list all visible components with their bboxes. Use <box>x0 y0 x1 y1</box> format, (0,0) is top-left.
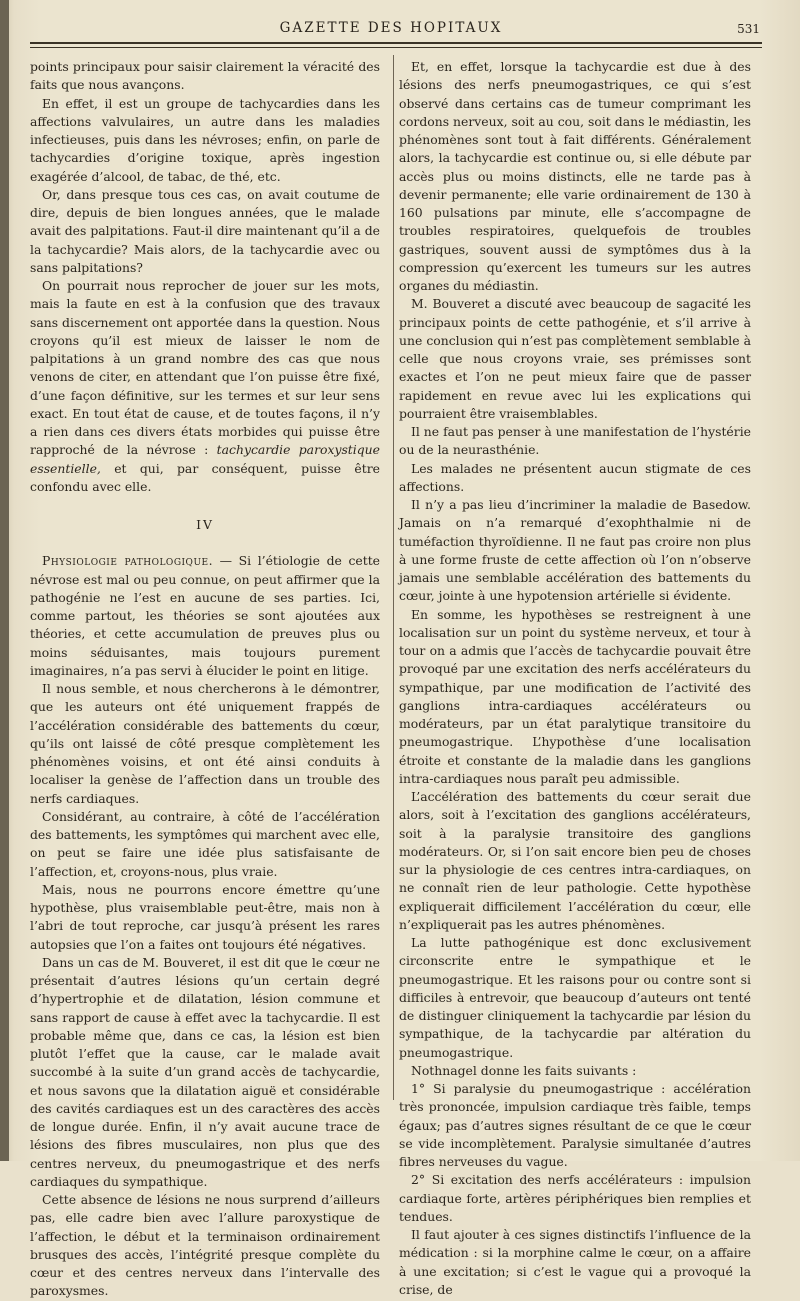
italic-term: tachycardie paroxystique essentielle, <box>30 442 380 476</box>
text-run: et qui, par conséquent, puisse être confondu avec elle. <box>30 460 380 494</box>
paragraph: points principaux pour saisir clairement la véracité des faits que nous avançons. <box>30 59 380 93</box>
left-column <box>30 58 380 1301</box>
paragraph: Les malades ne présentent aucun stigmate de ces affections. <box>399 460 751 494</box>
paragraph: Cette absence de lésions ne nous surprend d’ailleurs pas, elle cadre bien avec l’allure paroxystique de l’affection, le début et la terminaison ordinairement brusques des accès, l’intégrité presque complète du cœur et des centres nerveux dans l’intervalle des paroxysmes. <box>30 1192 380 1299</box>
paragraph: Il ne faut pas penser à une manifestation de l’hystérie ou de la neurasthénie. <box>399 424 751 458</box>
paragraph: L’accélération des battements du cœur serait due alors, soit à l’excitation des ganglions accélérateurs, soit à la paralysie transitoire des ganglions modérateurs. Or, si l’on sait encore bien peu de choses sur la physiologie de ces centres intra-cardiaques, on ne connaît rien de leur pathologie. Cette hypothèse expliquerait difficilement l’accélération du cœur, elle n’expliquerait pas les autres phénomènes. <box>399 789 751 932</box>
running-header <box>22 18 760 40</box>
section-number: IV <box>196 517 214 532</box>
paragraph: Nothnagel donne les faits suivants : <box>411 1062 637 1078</box>
text-run: — Si l’étiologie de cette névrose est mal ou peu connue, on peut affirmer que la pathogénie ne l’est en aucune de ses parties. Ici, comme partout, les théories se sont ajoutées aux théories, et cette accumulation de preuves plus ou moins séduisantes, mais toujours purement imaginaires, n’a pas servi à élucider le point en litige. <box>30 553 381 678</box>
paragraph: Et, en effet, lorsque la tachycardie est due à des lésions des nerfs pneumogastriques, ce qui s’est observé dans certains cas de tumeur comprimant les cordons nerveux, soit au cou, soit dans le médiastin, les phénomènes sont tout à fait différents. Généralement alors, la tachycardie est continue ou, si elle débute par accès plus ou moins distincts, elle ne tarde pas à devenir permanente; elle varie ordinairement de 130 à 160 pulsations par minute, elle s’accompagne de troubles respiratoires, quelquefois de troubles gastriques, souvent aussi de symptômes dus à la compression qu’exercent les tumeurs sur les autres organes du médiastin. <box>399 59 751 293</box>
paragraph: Il n’y a pas lieu d’incriminer la maladie de Basedow. Jamais on n’a remarqué d’exophthalmie ni de tuméfaction thyroïdienne. Il ne faut pas croire non plus à une forme fruste de cette affection où l’on n’observe jamais une semblable accélération des battements du cœur, jointe à une hypotension artérielle si évidente. <box>399 497 751 604</box>
header-rule-thin <box>30 47 762 48</box>
paragraph: En somme, les hypothèses se restreignent à une localisation sur un point du système nerveux, et tour à tour on a admis que l’accès de tachycardie pouvait être provoqué par une excitation des nerfs accélérateurs du sympathique, par une modification de l’activité des ganglions intra-cardiaques accélérateurs ou modérateurs, par un état paralytique transitoire du pneumogastrique. L’hypothèse d’une localisation étroite et constante de la maladie dans les ganglions intra-cardiaques nous paraît peu admissible. <box>399 606 751 786</box>
paragraph: Mais, nous ne pourrons encore émettre qu’une hypothèse, plus vraisemblable peut-être, mais non à l’abri de tout reproche, car jusqu’à présent les rares autopsies que l’on a faites ont toujours été négatives. <box>30 881 380 952</box>
paragraph: M. Bouveret a discuté avec beaucoup de sagacité les principaux points de cette pathogénie, et s’il arrive à une conclusion qui n’est pas complètement semblable à celle que nous croyons vraie, ses prémisses sont exactes et l’on ne peut mieux faire que de passer rapidement en revue avec lui les explications qui pourraient être vraisemblables. <box>399 296 751 421</box>
section-heading: Physiologie pathologique. <box>42 553 214 569</box>
paragraph: 2° Si excitation des nerfs accélérateurs : impulsion cardiaque forte, artères périphériques bien remplies et tendues. <box>399 1172 751 1224</box>
paragraph: Or, dans presque tous ces cas, on avait coutume de dire, depuis de bien longues années, que le malade avait des palpitations. Faut-il dire maintenant qu’il a de la tachycardie? Mais alors, de la tachycardie avec ou sans palpitations? <box>30 186 380 275</box>
header-rule-thick <box>30 42 762 44</box>
paragraph <box>30 552 380 680</box>
paragraph: Il nous semble, et nous chercherons à le démontrer, que les auteurs ont été uniquement frappés de l’accélération considérable des battements du cœur, qu’ils ont laissé de côté presque complètement les phénomènes voisins, et ont été ainsi conduits à localiser la genèse de l’affection dans un trouble des nerfs cardiaques. <box>30 681 380 806</box>
binding-edge <box>0 0 9 1161</box>
column-divider <box>393 55 394 1100</box>
text-run: On pourrait nous reprocher de jouer sur les mots, mais la faute en est à la confusion que des travaux sans discernement ont apportée dans la question. Nous croyons qu’il est mieux de laisser le nom de palpitations à un grand nombre des cas que nous venons de citer, en attendant que l’on puisse être fixé, d’une façon définitive, sur les termes et sur leur sens exact. En tout état de cause, et de toutes façons, il n’y a rien dans ces divers états morbides qui puisse être rapproché de la névrose : <box>30 278 380 458</box>
paragraph <box>30 277 380 496</box>
page-number: 531 <box>737 22 760 36</box>
journal-title: GAZETTE DES HOPITAUX <box>279 20 503 36</box>
paragraph: Considérant, au contraire, à côté de l’accélération des battements, les symptômes qui marchent avec elle, on peut se faire une idée plus satisfaisante de l’affection, et, croyons-nous, plus vraie. <box>30 808 380 879</box>
right-column <box>399 58 751 1299</box>
paragraph: La lutte pathogénique est donc exclusivement circonscrite entre le sympathique et le pneumogastrique. Et les raisons pour ou contre sont si difficiles à entrevoir, que beaucoup d’auteurs ont tenté de distinguer cliniquement la tachycardie par lésion du sympathique, de la tachycardie par altération du pneumogastrique. <box>399 935 751 1060</box>
paragraph: 1° Si paralysie du pneumogastrique : accélération très prononcée, impulsion cardiaque très faible, temps égaux; pas d’autres signes résultant de ce que le cœur se vide incomplètement. Paralysie simultanée d’autres fibres nerveuses du vague. <box>399 1081 751 1169</box>
paragraph: Dans un cas de M. Bouveret, il est dit que le cœur ne présentait d’autres lésions qu’un certain degré d’hypertrophie et de dilatation, lésion commune et sans rapport de cause à effet avec la tachycardie. Il est probable même que, dans ce cas, la lésion est bien plutôt l’effet que la cause, car le malade avait succombé à la suite d’un grand accès de tachycardie, et nous savons que la dilatation aiguë et considérable des cavités cardiaques est un des caractères des accès de longue durée. Enfin, il n’y avait aucune trace de lésions des fibres musculaires, non plus que des centres nerveux, du pneumogastrique et des nerfs cardiaques du sympathique. <box>30 954 380 1189</box>
paragraph: En effet, il est un groupe de tachycardies dans les affections valvulaires, un autre dans les maladies infectieuses, puis dans les névroses; enfin, on parle de tachycardies d’origine toxique, après ingestion exagérée d’alcool, de tabac, de thé, etc. <box>30 95 380 184</box>
paragraph: Il faut ajouter à ces signes distinctifs l’influence de la médication : si la morphine calme le cœur, on a affaire à une excitation; si c’est le vague qui a provoqué la crise, de <box>399 1227 751 1297</box>
